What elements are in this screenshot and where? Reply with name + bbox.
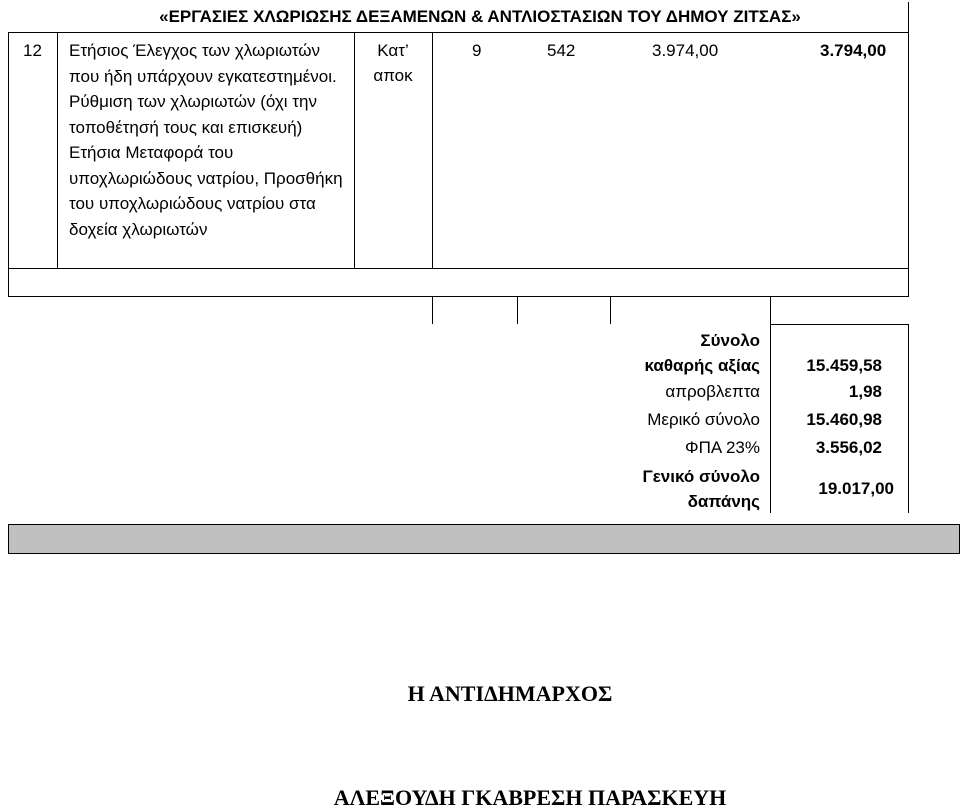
contingency-label: απροβλεπτα: [665, 382, 760, 401]
grand-label-line2: δαπάνης: [687, 492, 760, 511]
summary-right-border: [908, 324, 909, 513]
net-value: 15.459,58: [806, 356, 882, 375]
partial-value: 15.460,98: [806, 410, 882, 429]
row-unit-line2: αποκ: [373, 66, 413, 85]
col-divider-description: [57, 32, 58, 268]
row-unit-price: 3.974,00: [652, 41, 719, 60]
row-number: 12: [23, 41, 42, 60]
row-quantity: 9: [472, 41, 482, 60]
grand-label-line1: Γενικό σύνολο: [642, 467, 760, 486]
net-label-line1: Σύνολο: [700, 331, 760, 350]
partial-label: Μερικό σύνολο: [647, 410, 760, 429]
blank-row-bottom-border: [8, 296, 909, 297]
net-label-line2: καθαρής αξίας: [644, 356, 760, 375]
table-top-border: [908, 2, 909, 32]
table-left-border: [8, 32, 9, 297]
table-right-border: [908, 32, 909, 297]
page-title: «ΕΡΓΑΣΙΕΣ ΧΛΩΡΙΩΣΗΣ ΔΕΞΑΜΕΝΩΝ & ΑΝΤΛΙΟΣΤΑΣΙΩΝ ΤΟΥ ΔΗΜΟΥ ΖΙΤΣΑΣ»: [159, 7, 801, 26]
row-bottom-border: [8, 268, 909, 269]
grand-value: 19.017,00: [818, 479, 894, 498]
signature-role: Η ΑΝΤΙΔΗΜΑΡΧΟΣ: [407, 681, 613, 706]
contingency-value: 1,98: [848, 382, 882, 401]
tick-divider-3: [610, 297, 611, 324]
header-bottom-border: [8, 32, 909, 33]
row-code: 542: [547, 41, 576, 60]
row-unit-line1: Κατ’: [377, 41, 409, 60]
tick-divider-4: [770, 297, 771, 324]
summary-left-border: [770, 324, 771, 513]
row-total: 3.794,00: [820, 41, 887, 60]
gray-separator-bar: [8, 524, 960, 554]
tick-divider-2: [517, 297, 518, 324]
vat-label: ΦΠΑ 23%: [685, 438, 760, 457]
vat-value: 3.556,02: [815, 438, 882, 457]
signature-name: ΑΛΕΞΟΥΔΗ ΓΚΑΒΡΕΣΗ ΠΑΡΑΣΚΕΥΗ: [333, 785, 727, 810]
tick-divider-1: [432, 297, 433, 324]
summary-top-border: [770, 324, 909, 325]
row-description: Ετήσιος Έλεγχος των χλωριωτών που ήδη υπάρχουν εγκατεστημένοι. Ρύθμιση των χλωριωτών (όχι την τοποθέτησή τους και επισκευή) Ετήσια Μεταφορά του υποχλωριώδους νατρίου, Προσθήκη του υποχλωριώδους νατρίου στα δοχεία χλωριωτών: [69, 41, 343, 239]
col-divider-quantity: [432, 32, 433, 268]
